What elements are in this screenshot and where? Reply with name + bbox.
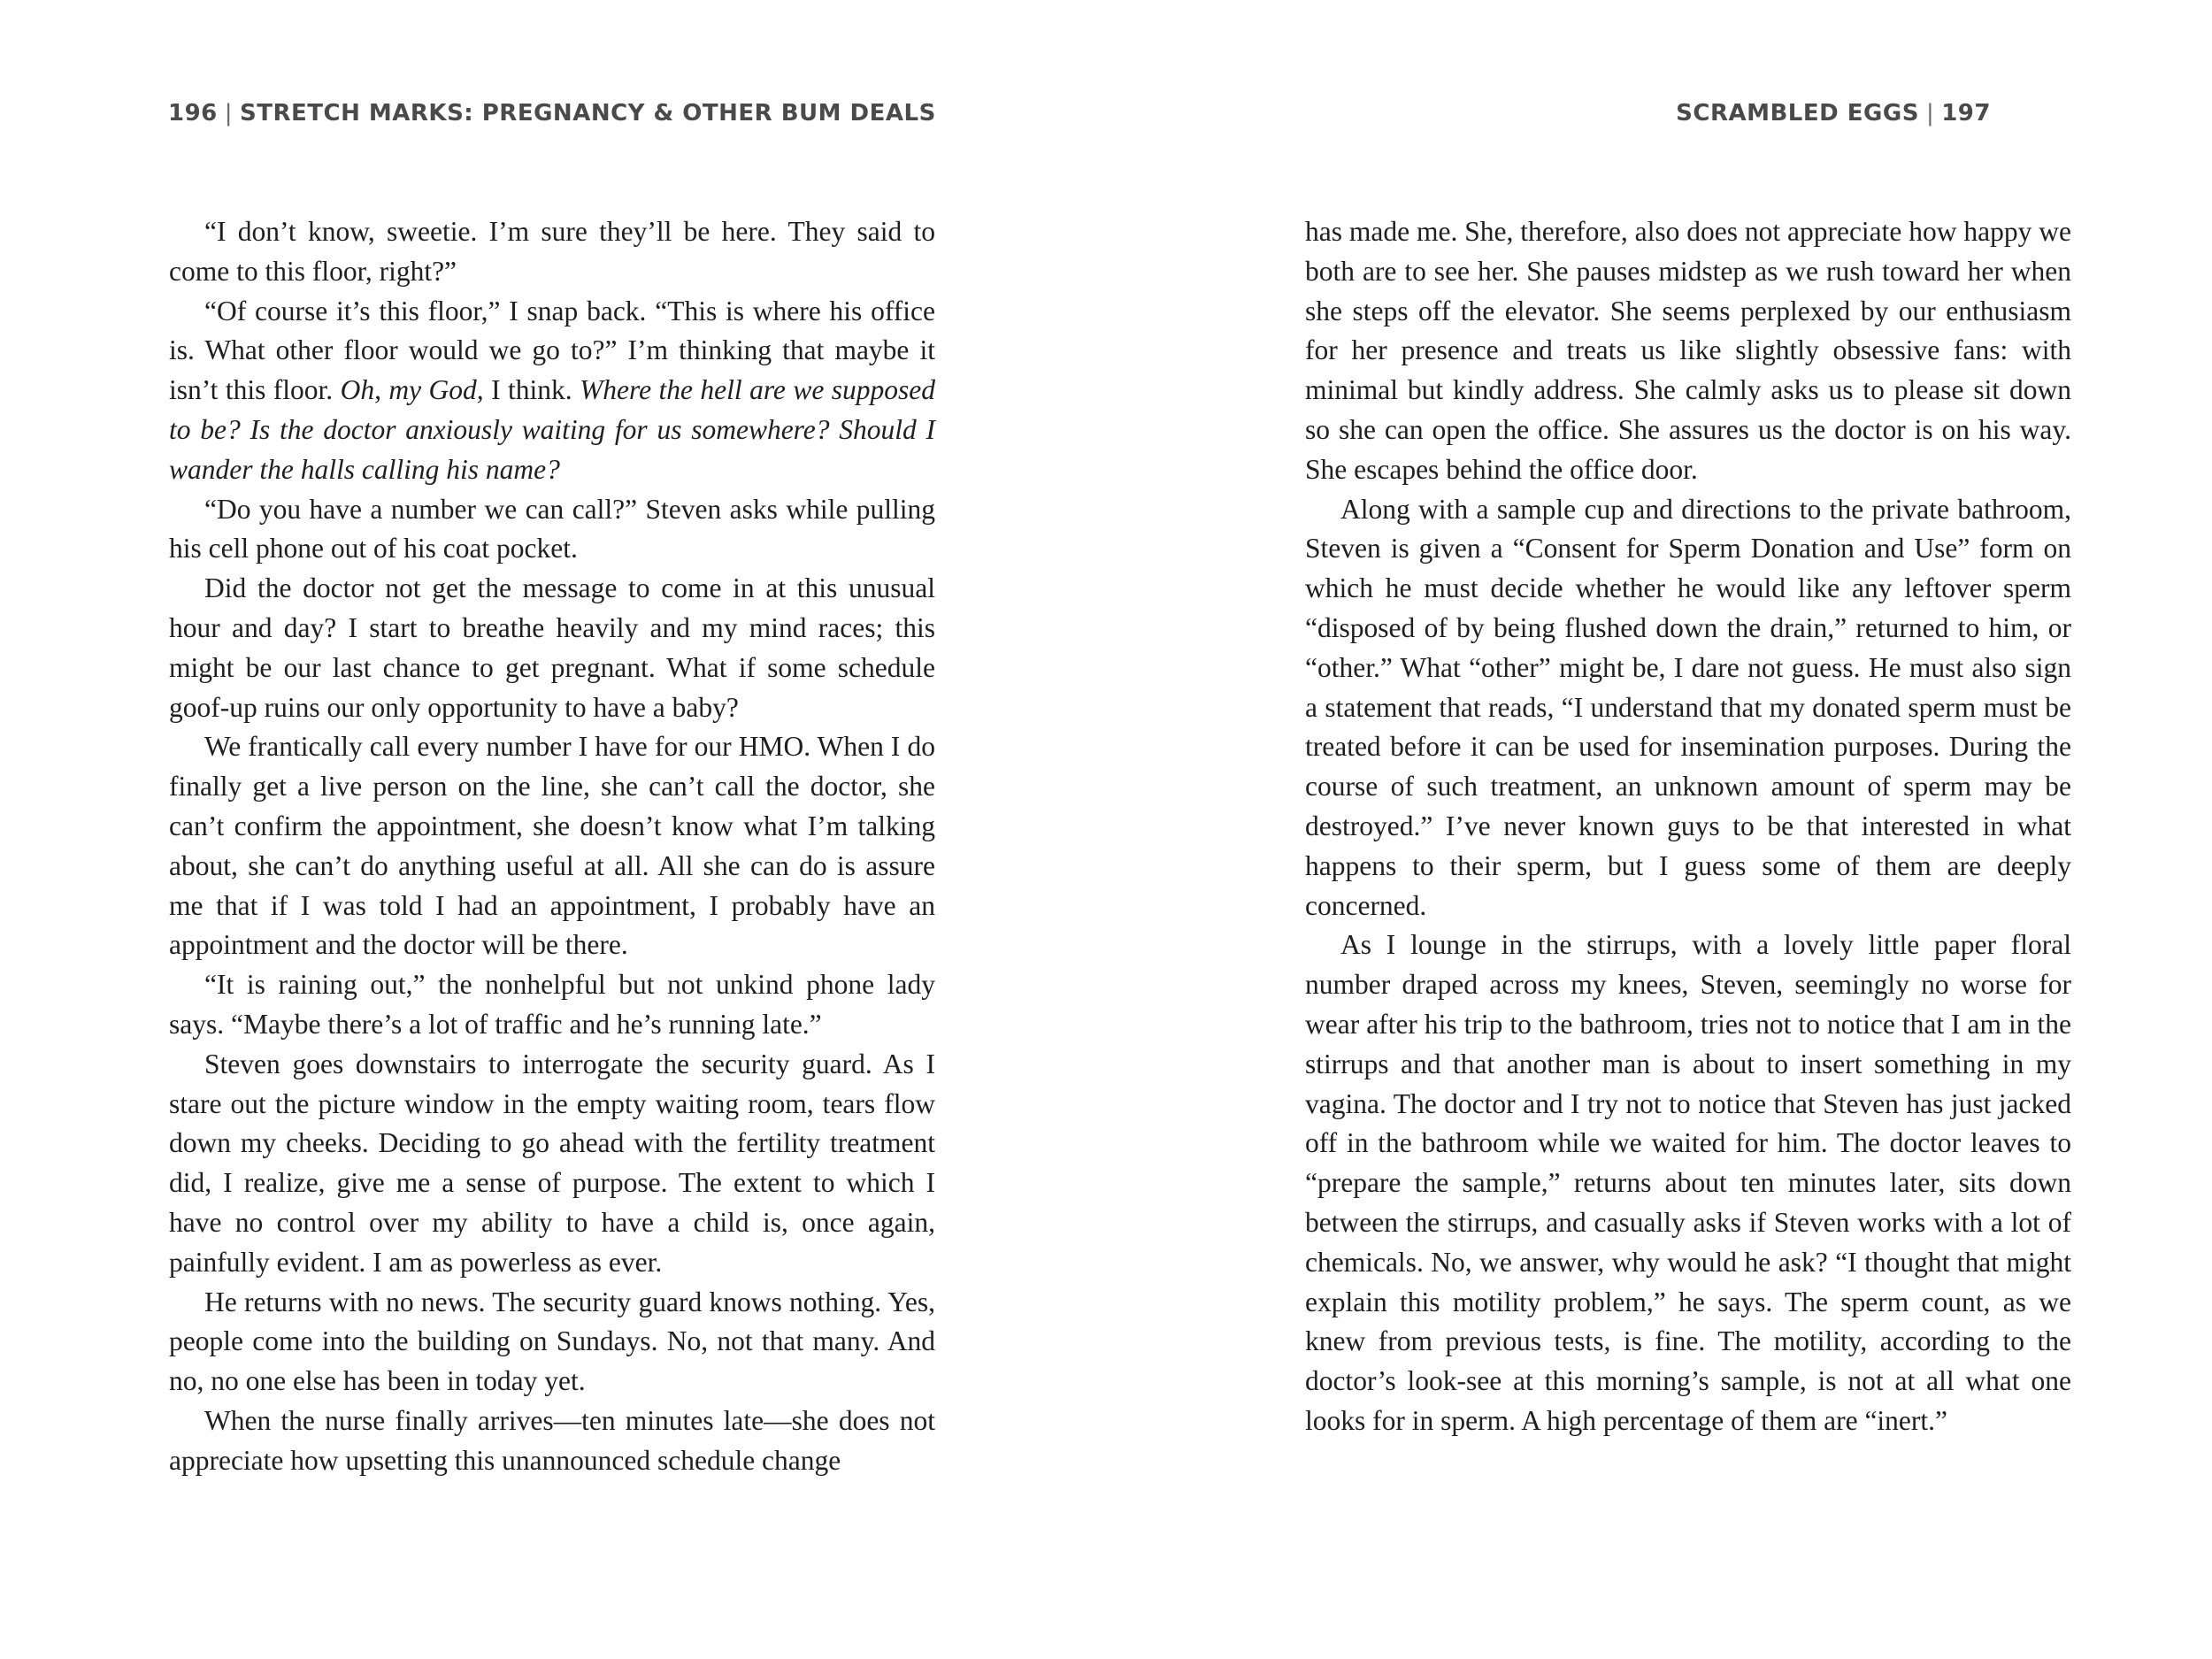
right-page-number: 197 [1941,100,1991,127]
paragraph-text: I think. [491,374,572,406]
paragraph: As I lounge in the stirrups, with a lovely little paper floral number draped across my knees, Steven, seemingly no worse for wear after his trip to the bathroom, tries not to notice that I am in the stirrups and that another man is about to insert something in my vagina. The doctor and I try not to notice that Steven has just jacked off in the bathroom while we waited for him. The doctor leaves to “prepare the sample,” returns about ten minutes later, sits down between the stirrups, and casually asks if Steven works with a lot of chemicals. No, we answer, why would he ask? “I thought that might explain this motility problem,” he says. The sperm count, as we knew from previous tests, is fine. The motility, according to the doctor’s look-see at this morning’s sample, is not at all what one looks for in sperm. A high percentage of them are “inert.” [1305,929,2071,1436]
right-head-separator: | [1925,100,1935,127]
paragraph: Along with a sample cup and directions to the private bathroom, Steven is given a “Consent for Sperm Donation and Use” form on which he must decide whether he would like any leftover sperm “disposed of by being flushed down the drain,” returned to him, or “other.” What “other” might be, I dare not guess. He must also sign a statement that reads, “I understand that my donated sperm must be treated before it can be used for insemination purposes. During the course of such treatment, an unknown amount of sperm may be destroyed.” I’ve never known guys to be that interested in what happens to their sperm, but I guess some of them are deeply concerned. [1305,493,2071,921]
left-page-number: 196 [168,100,218,127]
paragraph [169,292,935,490]
paragraph: We frantically call every number I have for our HMO. When I do finally get a live person on the line, she can’t call the doctor, she can’t confirm the appointment, she doesn’t know what I’m talking about, she can’t do anything useful at all. All she can do is assure me that if I was told I had an appointment, I probably have an appointment and the doctor will be there. [169,731,935,961]
paragraph-text: “Of course it’s this floor,” I snap back. “This is where his office is. What other floor would we go to?” I’m thinking that maybe it isn’t this floor. [169,295,935,406]
left-running-head [168,100,936,127]
paragraph: “Do you have a number we can call?” Steven asks while pulling his cell phone out of his coat pocket. [169,493,935,565]
paragraph: Did the doctor not get the message to come in at this unusual hour and day? I start to breathe heavily and my mind races; this might be our last chance to get pregnant. What if some schedule goof-up ruins our only opportunity to have a baby? [169,572,935,723]
paragraph: has made me. She, therefore, also does not appreciate how happy we both are to see her. She pauses midstep as we rush toward her when she steps off the elevator. She seems perplexed by our enthusiasm for her presence and treats us like slightly obsessive fans: with minimal but kindly address. She calmly asks us to please sit down so she can open the office. She assures us the doctor is on his way. She escapes behind the office door. [1305,216,2071,485]
right-running-head [1676,100,1991,127]
paragraph: “I don’t know, sweetie. I’m sure they’ll be here. They said to come to this floor, right?” [169,216,935,287]
paragraph: “It is raining out,” the nonhelpful but not unkind phone lady says. “Maybe there’s a lot of traffic and he’s running late.” [169,969,935,1040]
right-page [1106,0,2212,1659]
italic-thought: Where the hell are we supposed to be? Is the doctor anxiously waiting for us somewhere? Should I wander the halls calling his name? [169,374,935,485]
left-head-separator: | [224,100,234,127]
left-body-text [169,212,935,1481]
paragraph: He returns with no news. The security guard knows nothing. Yes, people come into the building on Sundays. No, not that many. And no, no one else has been in today yet. [169,1286,935,1397]
italic-thought: Oh, my God, [340,374,484,406]
paragraph: Steven goes downstairs to interrogate the security guard. As I stare out the picture window in the empty waiting room, tears flow down my cheeks. Deciding to go ahead with the fertility treatment did, I realize, give me a sense of purpose. The extent to which I have no control over my ability to have a child is, once again, painfully evident. I am as powerless as ever. [169,1048,935,1278]
right-body-text [1305,212,2071,1441]
book-title: STRETCH MARKS: PREGNANCY & OTHER BUM DEALS [240,100,936,127]
chapter-title: SCRAMBLED EGGS [1676,100,1919,127]
paragraph: When the nurse finally arrives—ten minutes late—she does not appreciate how upsetting this unannounced schedule change [169,1404,935,1476]
